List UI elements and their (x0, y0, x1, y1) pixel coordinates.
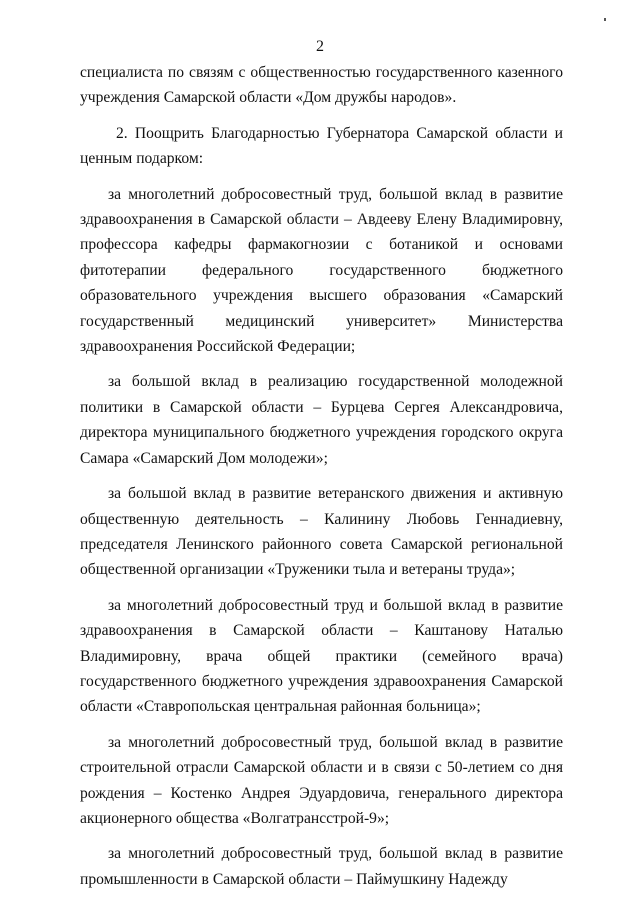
paragraph-continuation: специалиста по связям с общественностью государственного казенного учреждения Самарской области «Дом дружбы народов». (80, 64, 563, 107)
paragraph-award-kashtanova: за многолетний добросовестный труд и большой вклад в развитие здравоохранения в Самарской области – Каштанову Наталью Владимировну, врача общей практики (семейного врача) государственного бюджетного учреждения здравоохранения Самарской области «Ставропольская центральная районная больница»; (80, 596, 563, 716)
document-body (80, 60, 563, 892)
paragraph-award-avdeeva: за многолетний добросовестный труд, большой вклад в развитие здравоохранения в Самарской области – Авдееву Елену Владимировну, профессора кафедры фармакогнозии с ботаникой и основами фитотерапии федерального государственного бюджетного образовательного учреждения высшего образования «Самарский государственный медицинский университет» Министерства здравоохранения Российской Федерации; (80, 185, 563, 356)
paragraph-award-burtsev: за большой вклад в реализацию государственной молодежной политики в Самарской области – Бурцева Сергея Александровича, директора муниципального бюджетного учреждения городского округа Самара «Самарский Дом молодежи»; (80, 373, 563, 467)
paragraph-award-kalinina: за большой вклад в развитие ветеранского движения и активную общественную деятельность – Калинину Любовь Геннадиевну, председателя Ленинского районного совета Самарской региональной общественной организации «Труженики тыла и ветераны труда»; (80, 485, 563, 579)
scan-mark (604, 18, 606, 21)
paragraph-award-kostenko: за многолетний добросовестный труд, большой вклад в развитие строительной отрасли Самарской области и в связи с 50-летием со дня рождения – Костенко Андрея Эдуардовича, генерального директора акционерного общества «Волгатрансстрой-9»; (80, 733, 563, 827)
paragraph-resolution-item: 2. Поощрить Благодарностью Губернатора Самарской области и ценным подарком: (80, 124, 563, 168)
paragraph-award-paimushkina: за многолетний добросовестный труд, большой вклад в развитие промышленности в Самарской области – Паймушкину Надежду (80, 845, 563, 888)
page-number: 2 (316, 38, 324, 55)
